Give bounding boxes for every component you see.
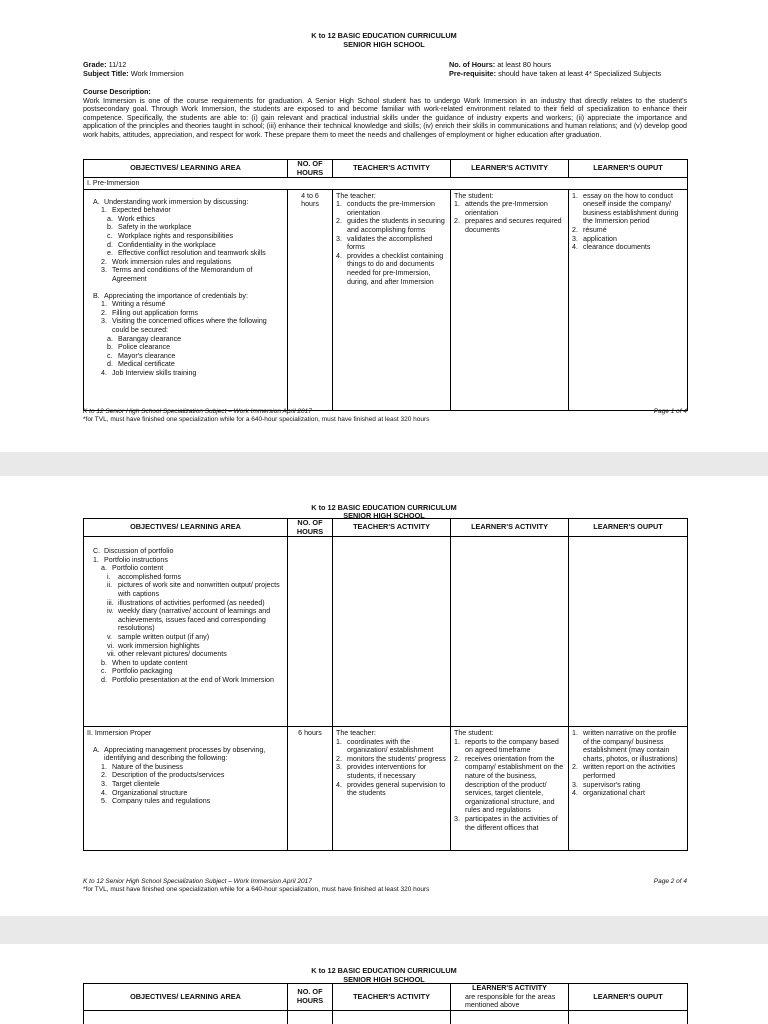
- document-page-3: [0, 944, 768, 1024]
- list-item-number: 3.: [101, 317, 107, 326]
- curriculum-table-page-1: [83, 159, 688, 411]
- list-item-text: Portfolio presentation at the end of Work Immersion: [112, 675, 274, 684]
- list-item: [572, 789, 684, 798]
- list-item: [87, 547, 284, 556]
- teacher-cell: [333, 537, 451, 727]
- objective-list-a: [87, 746, 284, 806]
- learner-cell: [451, 1010, 569, 1024]
- learner-cell: [451, 189, 569, 410]
- list-item-text: Safety in the workplace: [118, 223, 192, 232]
- list-item-text: sample written output (if any): [118, 632, 210, 641]
- curriculum-table-page-3: [83, 983, 688, 1024]
- table-row: [84, 727, 688, 851]
- list-item-number: A.: [93, 197, 100, 206]
- list-item: [454, 200, 565, 217]
- list-item: [87, 797, 284, 806]
- page-footer: [83, 878, 687, 886]
- col-teacher: TEACHER'S ACTIVITY: [333, 984, 451, 1011]
- list-item-number: 2.: [454, 217, 460, 226]
- learner-continuation-text: are responsible for the areas mentioned above: [465, 992, 556, 1009]
- list-item: [87, 232, 284, 241]
- objective-list-a: [87, 198, 284, 284]
- list-item-number: c.: [101, 667, 107, 676]
- col-output: LEARNER'S OUPUT: [569, 984, 688, 1011]
- list-item: [87, 789, 284, 798]
- list-item: [87, 223, 284, 232]
- col-hours: NO. OF HOURS: [288, 984, 333, 1011]
- list-item-number: 3.: [572, 780, 578, 789]
- list-item-text: Understanding work immersion by discussing:: [104, 197, 249, 206]
- subject-line: [83, 69, 184, 78]
- list-item: [87, 633, 284, 642]
- list-item: [87, 343, 284, 352]
- list-item-text: illustrations of activities performed (as needed): [118, 598, 265, 607]
- list-item-text: Organizational structure: [112, 788, 188, 797]
- curriculum-subtitle: SENIOR HIGH SCHOOL: [343, 40, 425, 49]
- list-item: [572, 192, 684, 226]
- list-item-number: 4.: [101, 788, 107, 797]
- list-item-text: validates the accomplished forms: [347, 234, 433, 252]
- hours-cell: [288, 537, 333, 727]
- list-item: [87, 650, 284, 659]
- list-item-text: receives orientation from the company/ establishment on the nature of the business, description of the product/ services, target clientele, organizational structure, and rules and regulations: [465, 754, 564, 815]
- learner-intro: The student:: [454, 191, 494, 200]
- list-item-text: provides interventions for students, if necessary: [347, 763, 427, 780]
- list-item-text: Portfolio packaging: [112, 667, 173, 676]
- table-header-row: [84, 519, 688, 537]
- list-item-number: d.: [101, 675, 107, 684]
- list-item-number: 4.: [336, 251, 342, 260]
- list-item-text: Target clientele: [112, 779, 160, 788]
- list-item-number: 4.: [572, 243, 578, 252]
- subject-label: Subject Title:: [83, 69, 129, 78]
- section-title-row: [84, 178, 688, 190]
- footer-page-number: Page 1 of 4: [653, 408, 687, 415]
- list-item-number: e.: [107, 249, 113, 258]
- list-item-number: 3.: [101, 266, 107, 275]
- table-header-row: [84, 160, 688, 178]
- list-item: [87, 564, 284, 573]
- list-item: [87, 360, 284, 369]
- learner-list: [454, 200, 565, 234]
- col-output: LEARNER'S OUPUT: [569, 519, 688, 537]
- learner-cell: [451, 727, 569, 851]
- output-cell: [569, 727, 688, 851]
- list-item: [87, 352, 284, 361]
- list-item-text: Visiting the concerned offices where the following could be secured:: [112, 317, 267, 334]
- objectives-cell: [84, 1010, 288, 1024]
- teacher-cell: [333, 727, 451, 851]
- list-item-number: b.: [107, 223, 113, 232]
- col-hours: NO. OF HOURS: [288, 519, 333, 537]
- list-item-number: 2.: [572, 225, 578, 234]
- learner-intro: The student:: [454, 729, 494, 737]
- table-row: [84, 537, 688, 727]
- list-item-number: a.: [101, 564, 107, 573]
- list-item-text: Terms and conditions of the Memorandum of Agreement: [112, 266, 253, 283]
- table-header-row: [84, 984, 688, 1011]
- list-item: [87, 599, 284, 608]
- list-item-number: d.: [107, 360, 113, 369]
- col-output: LEARNER'S OUPUT: [569, 160, 688, 178]
- list-item-text: Portfolio content: [112, 564, 164, 573]
- list-item-text: clearance documents: [583, 243, 651, 252]
- list-item-text: Confidentiality in the workplace: [118, 240, 216, 249]
- list-item: [87, 746, 284, 763]
- output-list: [572, 192, 684, 252]
- footer-page-number: Page 2 of 4: [653, 878, 687, 885]
- table-row: [84, 189, 688, 410]
- col-teacher: TEACHER'S ACTIVITY: [333, 160, 451, 178]
- list-item: [336, 235, 447, 252]
- hours-value: 6 hours: [298, 729, 322, 737]
- table-row: [84, 1010, 688, 1024]
- hours-value: 4 to 6 hours: [301, 191, 319, 209]
- list-item-text: weekly diary (narrative/ account of learnings and achievements, issues faced and corresponding resolutions): [118, 607, 271, 633]
- list-item: [87, 659, 284, 668]
- list-item-text: coordinates with the organization/ establishment: [347, 737, 434, 755]
- list-item-text: Job Interview skills training: [112, 368, 197, 377]
- list-item-number: ii.: [107, 581, 113, 590]
- list-item-text: written narrative on the profile of the company/ business establishment (may contain charts, photos, or illustrations): [583, 729, 678, 763]
- list-item-text: Company rules and regulations: [112, 797, 211, 806]
- hours-line: [449, 60, 551, 69]
- learner-cell: [451, 537, 569, 727]
- list-item: [87, 573, 284, 582]
- list-item-text: Description of the products/services: [112, 771, 225, 780]
- list-item-text: supervisor's rating: [583, 780, 641, 789]
- list-item: [87, 556, 284, 565]
- list-item: [87, 300, 284, 309]
- list-item: [87, 581, 284, 598]
- grade-value: 11/12: [108, 60, 127, 69]
- list-item-text: written report on the activities performed: [583, 763, 676, 780]
- curriculum-subtitle: SENIOR HIGH SCHOOL: [343, 511, 425, 520]
- list-item-text: reports to the company based on agreed timeframe: [465, 737, 559, 755]
- list-item-text: attends the pre-Immersion orientation: [465, 200, 548, 217]
- list-item-text: Appreciating management processes by observing, identifying and describing the following:: [104, 745, 266, 763]
- list-item: [454, 815, 565, 832]
- list-item: [336, 781, 447, 798]
- footer-title: K to 12 Senior High School Specialization Subject – Work Immersion April 2017: [83, 878, 312, 885]
- list-item: [336, 755, 447, 764]
- list-item-number: 3.: [572, 234, 578, 243]
- hours-label: No. of Hours:: [449, 60, 496, 69]
- col-objectives: OBJECTIVES/ LEARNING AREA: [84, 160, 288, 178]
- hours-cell: [288, 727, 333, 851]
- output-list: [572, 729, 684, 798]
- document-page-1: [0, 0, 768, 452]
- list-item-text: Mayor's clearance: [118, 351, 176, 360]
- hours-cell: [288, 189, 333, 410]
- list-item-text: other relevant pictures/ documents: [118, 650, 227, 659]
- list-item: [572, 235, 684, 244]
- grade-line: [83, 60, 126, 69]
- list-item-text: Police clearance: [118, 343, 171, 352]
- hours-cell: [288, 1010, 333, 1024]
- list-item-number: v.: [107, 632, 112, 641]
- list-item: [336, 252, 447, 286]
- teacher-intro: The teacher:: [336, 729, 376, 737]
- list-item-text: Workplace rights and responsibilities: [118, 231, 233, 240]
- grade-label: Grade:: [83, 60, 107, 69]
- list-item-text: Work immersion rules and regulations: [112, 257, 231, 266]
- output-cell: [569, 537, 688, 727]
- objectives-cell: [84, 189, 288, 410]
- teacher-list: [336, 200, 447, 286]
- list-item-text: Filling out application forms: [112, 308, 198, 317]
- list-item-text: accomplished forms: [118, 572, 182, 581]
- list-item-number: iii.: [107, 598, 114, 607]
- objective-list-b: [87, 292, 284, 378]
- col-learner: LEARNER'S ACTIVITY: [451, 160, 569, 178]
- list-item: [454, 755, 565, 815]
- list-item-number: 1.: [101, 300, 107, 309]
- list-item-number: 1.: [101, 206, 107, 215]
- list-item-number: i.: [107, 572, 111, 581]
- list-item-number: 2.: [101, 257, 107, 266]
- list-item: [572, 226, 684, 235]
- list-item-text: provides a checklist containing things to do and documents needed for pre-Immersion, during, and after Immersion: [347, 251, 444, 286]
- list-item-text: Work ethics: [118, 214, 155, 223]
- list-item-number: 2.: [336, 754, 342, 763]
- list-item-text: conducts the pre-Immersion orientation: [347, 200, 435, 217]
- learner-continuation: [451, 984, 569, 1011]
- teacher-list: [336, 738, 447, 798]
- list-item-text: participates in the activities of the different offices that: [465, 814, 558, 832]
- list-item-number: 4.: [101, 368, 107, 377]
- list-item-number: 1.: [93, 555, 99, 564]
- list-item-number: A.: [93, 745, 100, 754]
- col-learner: LEARNER'S ACTIVITY: [451, 519, 569, 537]
- list-item-text: Medical certificate: [118, 360, 175, 369]
- list-item: [87, 317, 284, 334]
- footer-note: *for TVL, must have finished one specialization while for a 640-hour specialization, must have finished at least 320 hours: [83, 886, 430, 893]
- list-item: [87, 667, 284, 676]
- list-item-text: Appreciating the importance of credentials by:: [104, 291, 248, 300]
- list-item-number: 1.: [336, 737, 342, 746]
- list-item-text: monitors the students' progress: [347, 754, 446, 763]
- list-item: [572, 763, 684, 780]
- list-item: [572, 729, 684, 763]
- list-item-number: c.: [107, 231, 113, 240]
- list-item-number: c.: [107, 351, 113, 360]
- list-item-number: b.: [101, 658, 107, 667]
- prerequisite-label: Pre-requisite:: [449, 69, 497, 78]
- list-item: [87, 676, 284, 685]
- list-item-text: provides general supervision to the students: [347, 780, 446, 798]
- list-item-text: Writing a résumé: [112, 300, 166, 309]
- list-item-number: 1.: [572, 191, 578, 200]
- list-item: [87, 369, 284, 378]
- list-item-number: a.: [107, 214, 113, 223]
- list-item: [87, 198, 284, 207]
- list-item: [87, 266, 284, 283]
- col-learner: LEARNER'S ACTIVITY: [472, 984, 547, 992]
- list-item-number: 2.: [454, 754, 460, 763]
- list-item: [87, 258, 284, 267]
- list-item: [336, 217, 447, 234]
- subject-value: Work Immersion: [130, 69, 184, 78]
- list-item: [87, 309, 284, 318]
- curriculum-title: K to 12 BASIC EDUCATION CURRICULUM: [311, 31, 457, 40]
- list-item: [87, 771, 284, 780]
- list-item: [87, 215, 284, 224]
- list-item-text: essay on the how to conduct oneself inside the company/ business establishment during the Immersion period: [583, 191, 679, 226]
- curriculum-subtitle: SENIOR HIGH SCHOOL: [343, 975, 425, 984]
- output-cell: [569, 1010, 688, 1024]
- list-item-text: Barangay clearance: [118, 334, 182, 343]
- col-hours: NO. OF HOURS: [288, 160, 333, 178]
- list-item: [87, 607, 284, 633]
- footer-note: *for TVL, must have finished one specialization while for a 640-hour specialization, must have finished at least 320 hours: [83, 416, 430, 423]
- list-item-number: 4.: [336, 780, 342, 789]
- course-description: [83, 88, 687, 140]
- list-item: [336, 763, 447, 780]
- list-item: [336, 200, 447, 217]
- list-item: [87, 249, 284, 258]
- list-item-number: 1.: [572, 729, 578, 737]
- list-item-text: pictures of work site and nonwritten output/ projects with captions: [118, 581, 280, 598]
- footer-title: K to 12 Senior High School Specialization Subject – Work Immersion April 2017: [83, 408, 312, 415]
- list-item-number: 3.: [336, 763, 342, 772]
- teacher-cell: [333, 189, 451, 410]
- section-immersion-proper: II. Immersion Proper: [87, 729, 152, 737]
- list-item-number: iv.: [107, 607, 114, 616]
- curriculum-title: K to 12 BASIC EDUCATION CURRICULUM: [311, 503, 457, 512]
- list-item-text: Discussion of portfolio: [104, 547, 174, 555]
- list-item-text: Portfolio instructions: [104, 555, 168, 564]
- list-item-number: vii.: [107, 650, 116, 659]
- teacher-intro: The teacher:: [336, 191, 376, 200]
- list-item-number: vi.: [107, 641, 115, 650]
- curriculum-title: K to 12 BASIC EDUCATION CURRICULUM: [311, 966, 457, 975]
- course-description-text: Work Immersion is one of the course requirements for graduation. A Senior High School student has to undergo Work Immersion in an industry that directly relates to the student's postsecondary goal. Through Work Immersion, the students are exposed to and become familiar with work-related environment related to their field of specialization to enhance their competence. Specifically, the students are able to: (i) gain relevant and practical industrial skills under the guidance of industry experts and workers; (ii) appreciate the importance and application of the principles and theories taught in school; (iii) enhance their technical knowledge and skills; (iv) enrich their skills in communications and human relations; and (v) develop good work habits, attitudes, appreciation, and respect for work. These prepare them to meet the needs and challenges of employment or higher education after graduation.: [83, 96, 687, 139]
- objective-list-c: [87, 547, 284, 685]
- prerequisite-line: [449, 69, 661, 78]
- list-item-text: organizational chart: [583, 789, 645, 798]
- list-item: [336, 738, 447, 755]
- list-item-number: b.: [107, 343, 113, 352]
- list-item-number: 2.: [572, 763, 578, 772]
- list-item: [87, 780, 284, 789]
- teacher-cell: [333, 1010, 451, 1024]
- col-teacher: TEACHER'S ACTIVITY: [333, 519, 451, 537]
- list-item: [87, 642, 284, 651]
- list-item-number: 2.: [101, 771, 107, 780]
- list-item: [87, 292, 284, 301]
- list-item-text: guides the students in securing and accomplishing forms: [347, 217, 445, 234]
- col-objectives: OBJECTIVES/ LEARNING AREA: [84, 984, 288, 1011]
- learner-list: [454, 738, 565, 833]
- list-item: [454, 217, 565, 234]
- list-item: [87, 241, 284, 250]
- list-item-number: C.: [93, 547, 101, 555]
- output-cell: [569, 189, 688, 410]
- list-item-text: Nature of the business: [112, 762, 183, 771]
- list-item: [87, 335, 284, 344]
- list-item-number: 1.: [336, 200, 342, 209]
- list-item-number: 2.: [336, 217, 342, 226]
- list-item-text: When to update content: [112, 658, 188, 667]
- list-item-number: 3.: [101, 779, 107, 788]
- list-item-number: B.: [93, 291, 100, 300]
- list-item-number: 2.: [101, 308, 107, 317]
- list-item-number: a.: [107, 334, 113, 343]
- list-item-text: prepares and secures required documents: [465, 217, 562, 234]
- list-item-text: Expected behavior: [112, 206, 171, 215]
- list-item-number: 3.: [336, 234, 342, 243]
- list-item-text: work immersion highlights: [118, 641, 200, 650]
- list-item: [572, 243, 684, 252]
- list-item-text: application: [583, 234, 617, 243]
- col-objectives: OBJECTIVES/ LEARNING AREA: [84, 519, 288, 537]
- page-footer: [83, 408, 687, 416]
- list-item: [454, 738, 565, 755]
- document-page-2: [0, 476, 768, 916]
- list-item: [87, 206, 284, 215]
- list-item: [87, 763, 284, 772]
- list-item-number: d.: [107, 240, 113, 249]
- section-pre-immersion: I. Pre-Immersion: [84, 178, 688, 190]
- list-item-number: 4.: [572, 789, 578, 798]
- course-description-label: Course Description:: [83, 88, 151, 96]
- objectives-cell: [84, 537, 288, 727]
- list-item-number: 5.: [101, 797, 107, 806]
- list-item-number: 3.: [454, 814, 460, 823]
- list-item-number: 1.: [454, 737, 460, 746]
- list-item-text: résumé: [583, 225, 607, 234]
- list-item-text: Effective conflict resolution and teamwork skills: [118, 249, 266, 258]
- list-item-number: 1.: [101, 762, 107, 771]
- curriculum-table-page-2: [83, 518, 688, 851]
- list-item-number: 1.: [454, 200, 460, 209]
- objectives-cell: [84, 727, 288, 851]
- prerequisite-value: should have taken at least 4* Specialized Subjects: [498, 69, 662, 78]
- hours-value: at least 80 hours: [497, 60, 552, 69]
- list-item: [572, 781, 684, 790]
